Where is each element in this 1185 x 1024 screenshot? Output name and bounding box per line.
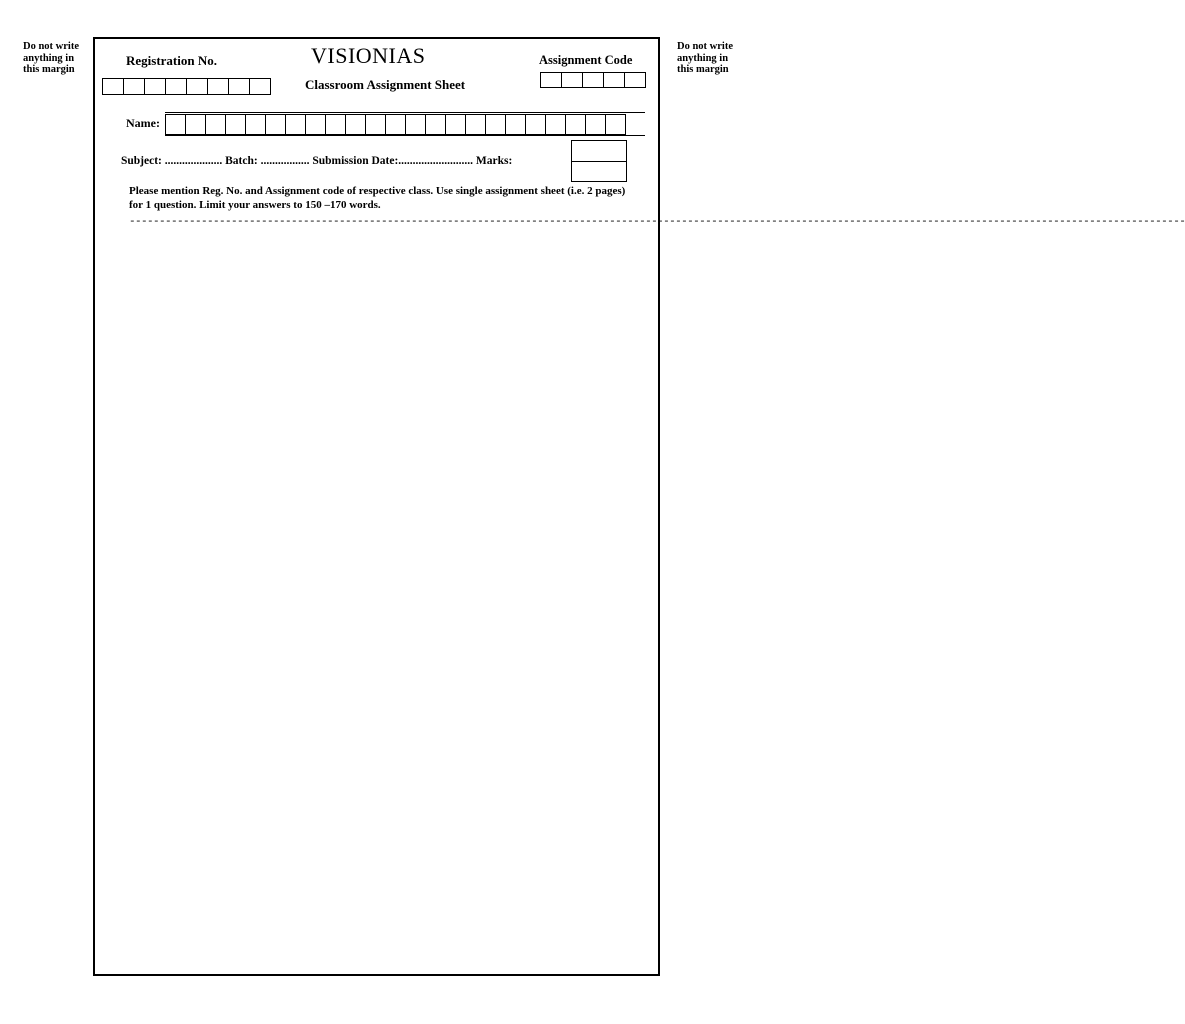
name-letter-box[interactable] — [325, 114, 346, 135]
name-letter-box[interactable] — [165, 114, 186, 135]
registration-box[interactable] — [249, 78, 271, 95]
name-letter-box[interactable] — [565, 114, 586, 135]
registration-label: Registration No. — [126, 53, 217, 68]
assignment-code-box[interactable] — [582, 72, 604, 88]
marks-box-divider — [572, 161, 626, 162]
registration-box[interactable] — [186, 78, 208, 95]
assignment-code-box[interactable] — [561, 72, 583, 88]
registration-box[interactable] — [144, 78, 166, 95]
assignment-code-box[interactable] — [540, 72, 562, 88]
name-letter-box[interactable] — [405, 114, 426, 135]
registration-box[interactable] — [207, 78, 229, 95]
marks-box[interactable] — [571, 140, 627, 182]
name-letter-box[interactable] — [585, 114, 606, 135]
name-letter-box[interactable] — [365, 114, 386, 135]
assignment-code-boxes[interactable] — [540, 72, 646, 88]
name-letter-box[interactable] — [345, 114, 366, 135]
name-letter-box[interactable] — [225, 114, 246, 135]
name-letter-box[interactable] — [525, 114, 546, 135]
right-margin-note: Do not write anything in this margin — [677, 41, 733, 76]
instructions-text: Please mention Reg. No. and Assignment code of respective class. Use single assignment sheet (i.e. 2 pages) for 1 question. Limit your answers to 150 –170 words. — [129, 185, 626, 211]
name-letter-box[interactable] — [545, 114, 566, 135]
registration-box[interactable] — [165, 78, 187, 95]
name-bottom-rule — [165, 135, 645, 136]
name-boxes[interactable] — [165, 114, 626, 135]
name-letter-box[interactable] — [305, 114, 326, 135]
name-letter-box[interactable] — [445, 114, 466, 135]
registration-box[interactable] — [102, 78, 124, 95]
name-letter-box[interactable] — [385, 114, 406, 135]
registration-number-boxes[interactable] — [102, 78, 271, 95]
name-label: Name: — [126, 116, 160, 130]
name-letter-box[interactable] — [265, 114, 286, 135]
name-letter-box[interactable] — [485, 114, 506, 135]
assignment-code-label: Assignment Code — [539, 53, 633, 67]
name-letter-box[interactable] — [285, 114, 306, 135]
subject-batch-date-line: Subject: .................... Batch: ................. Submission Date:.......................... Marks: — [121, 155, 513, 167]
registration-box[interactable] — [123, 78, 145, 95]
name-letter-box[interactable] — [425, 114, 446, 135]
name-letter-box[interactable] — [465, 114, 486, 135]
name-letter-box[interactable] — [205, 114, 226, 135]
registration-box[interactable] — [228, 78, 250, 95]
name-letter-box[interactable] — [185, 114, 206, 135]
brand-title: VISIONIAS — [311, 43, 426, 68]
name-top-rule — [165, 112, 645, 113]
left-margin-note: Do not write anything in this margin — [23, 41, 79, 76]
name-letter-box[interactable] — [245, 114, 266, 135]
sheet-subtitle: Classroom Assignment Sheet — [305, 77, 466, 92]
assignment-code-box[interactable] — [624, 72, 646, 88]
name-letter-box[interactable] — [605, 114, 626, 135]
dashed-divider: -------------------------------------------------------------------------------------------------------------------------------------------------------------------------------- — [129, 216, 1185, 228]
assignment-code-box[interactable] — [603, 72, 625, 88]
name-letter-box[interactable] — [505, 114, 526, 135]
